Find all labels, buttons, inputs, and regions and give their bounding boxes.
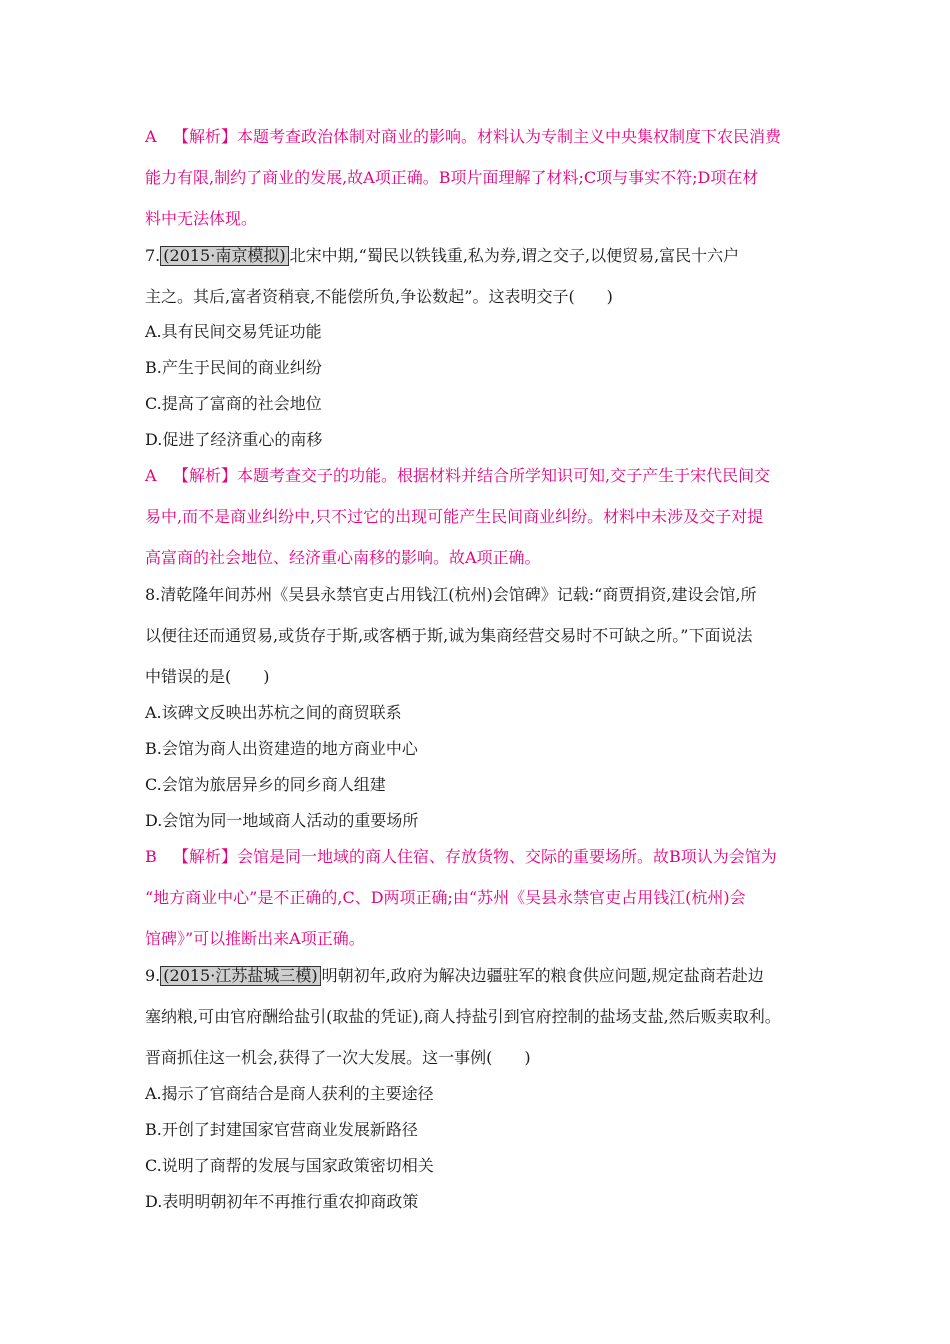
question-8-option-a: A.该碑文反映出苏杭之间的商贸联系	[145, 703, 402, 722]
question-9-option-d: D.表明明朝初年不再推行重农抑商政策	[145, 1192, 419, 1211]
answer-8-line-3: 馆碑》”可以推断出来A项正确。	[145, 929, 365, 948]
answer-6-line-1: A 【解析】本题考查政治体制对商业的影响。材料认为专制主义中央集权制度下农民消费	[145, 127, 782, 146]
question-9-option-c: C.说明了商帮的发展与国家政策密切相关	[145, 1156, 434, 1175]
question-8-option-c: C.会馆为旅居异乡的同乡商人组建	[145, 775, 386, 794]
answer-6-letter: A	[145, 127, 157, 146]
question-9-line-3: 晋商抓住这一机会,获得了一次大发展。这一事例( )	[145, 1048, 531, 1067]
question-7-line-1: 7. (2015·南京模拟) 北宋中期,“蜀民以铁钱重,私为券,谓之交子,以便贸易,富民十六户	[145, 246, 740, 265]
question-7-number: 7.	[145, 246, 161, 265]
answer-7-line-2: 易中,而不是商业纠纷中,只不过它的出现可能产生民间商业纠纷。材料中未涉及交子对提	[145, 507, 764, 526]
question-7-option-b: B.产生于民间的商业纠纷	[145, 358, 322, 377]
question-9-option-b: B.开创了封建国家官营商业发展新路径	[145, 1120, 418, 1139]
answer-7-letter: A	[145, 466, 157, 485]
question-9-number: 9.	[145, 966, 161, 985]
question-7-option-a: A.具有民间交易凭证功能	[145, 322, 322, 341]
question-7-option-c: C.提高了富商的社会地位	[145, 394, 322, 413]
question-9-line-2: 塞纳粮,可由官府酬给盐引(取盐的凭证),商人持盐引到官府控制的盐场支盐,然后贩卖取利。	[145, 1007, 781, 1026]
question-7-source-tag: (2015·南京模拟)	[160, 246, 288, 266]
answer-8-letter: B	[145, 847, 157, 866]
question-8-line-3: 中错误的是( )	[145, 667, 270, 686]
answer-7-line-3: 高富商的社会地位、经济重心南移的影响。故A项正确。	[145, 548, 541, 567]
question-8-option-b: B.会馆为商人出资建造的地方商业中心	[145, 739, 418, 758]
answer-6-line-3: 料中无法体现。	[145, 209, 258, 228]
question-9-source-tag: (2015·江苏盐城三模)	[160, 966, 320, 986]
answer-8-line-1: B 【解析】会馆是同一地域的商人住宿、存放货物、交际的重要场所。故B项认为会馆为	[145, 847, 777, 866]
question-8-line-1: 8.清乾隆年间苏州《吴县永禁官吏占用钱江(杭州)会馆碑》记载:“商贾捐资,建设会馆,所	[145, 585, 757, 604]
question-9-option-a: A.揭示了官商结合是商人获利的主要途径	[145, 1084, 434, 1103]
answer-6-line-2: 能力有限,制约了商业的发展,故A项正确。B项片面理解了材料;C项与事实不符;D项在材	[145, 168, 759, 187]
question-8-option-d: D.会馆为同一地域商人活动的重要场所	[145, 811, 419, 830]
answer-7-line-1: A 【解析】本题考查交子的功能。根据材料并结合所学知识可知,交子产生于宋代民间交	[145, 466, 771, 485]
question-7-option-d: D.促进了经济重心的南移	[145, 430, 323, 449]
question-9-line-1: 9. (2015·江苏盐城三模) 明朝初年,政府为解决边疆驻军的粮食供应问题,规定盐商若赴边	[145, 966, 764, 985]
question-7-line-2: 主之。其后,富者资稍衰,不能偿所负,争讼数起”。这表明交子( )	[145, 287, 613, 306]
question-8-line-2: 以便往还而通贸易,或货存于斯,或客栖于斯,诚为集商经营交易时不可缺之所。”下面说法	[145, 626, 753, 645]
answer-8-line-2: “地方商业中心”是不正确的,C、D两项正确;由“苏州《吴县永禁官吏占用钱江(杭州)会	[145, 888, 746, 907]
